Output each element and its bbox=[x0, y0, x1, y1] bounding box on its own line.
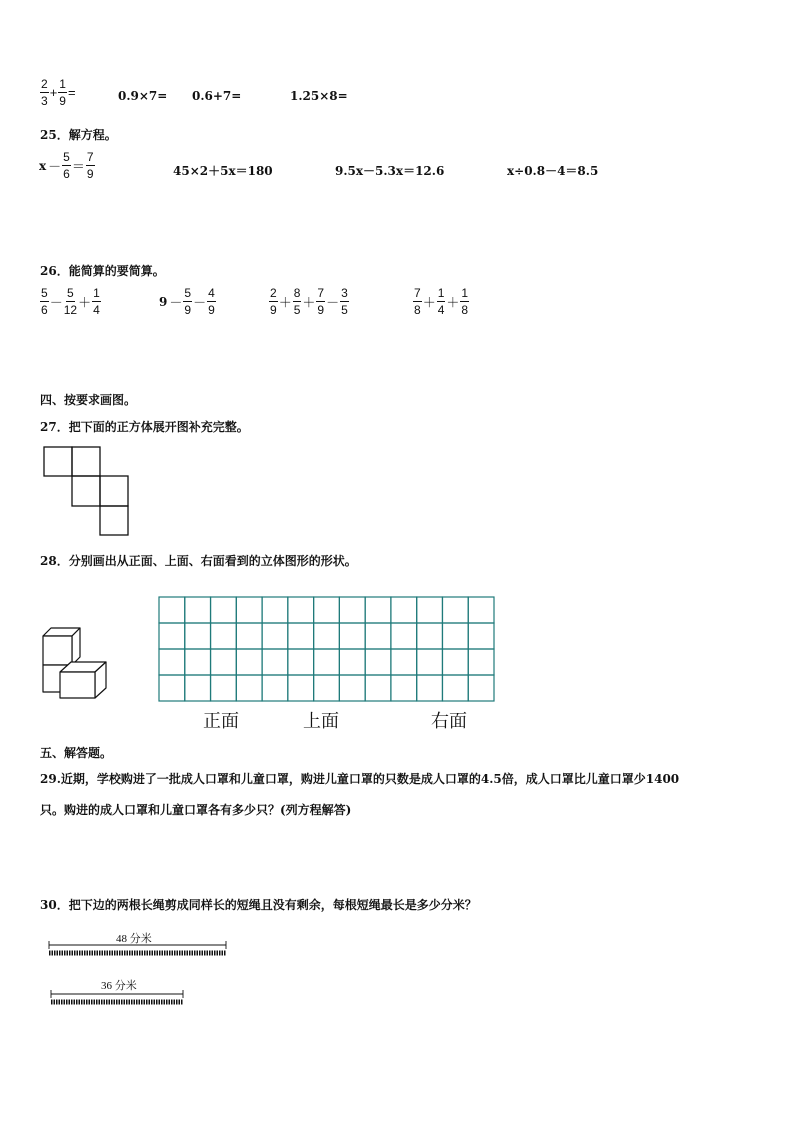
grid-cell[interactable] bbox=[262, 597, 288, 623]
fraction: $\frac{2}{3}$ bbox=[41, 77, 48, 108]
equation-1: x － $\frac{5}{6}$ ＝ $\frac{7}{9}$ bbox=[39, 150, 94, 181]
grid-cell[interactable] bbox=[417, 649, 443, 675]
grid-cell[interactable] bbox=[365, 675, 391, 701]
grid-cell[interactable] bbox=[211, 675, 237, 701]
question-29-line-2: 只。购进的成人口罩和儿童口罩各有多少只？(列方程解答) bbox=[40, 803, 352, 817]
net-square bbox=[72, 476, 100, 506]
fraction: $\frac{4}{9}$ bbox=[208, 286, 215, 317]
grid-cell[interactable] bbox=[262, 649, 288, 675]
question-25-title: 25．解方程。 bbox=[40, 128, 117, 142]
grid-cell[interactable] bbox=[159, 675, 185, 701]
calc-expression: 0.6+7= bbox=[192, 89, 242, 103]
fraction: $\frac{1}{4}$ bbox=[93, 286, 100, 317]
grid-cell[interactable] bbox=[314, 675, 340, 701]
grid-cell[interactable] bbox=[236, 623, 262, 649]
fraction: $\frac{8}{5}$ bbox=[293, 286, 301, 317]
grid-cell[interactable] bbox=[159, 649, 185, 675]
grid-cell[interactable] bbox=[314, 597, 340, 623]
grid-cell[interactable] bbox=[159, 623, 185, 649]
grid-cell[interactable] bbox=[391, 597, 417, 623]
fraction: $\frac{3}{5}$ bbox=[341, 286, 348, 317]
rope-2-label: 36 分米 bbox=[101, 980, 137, 992]
grid-cell[interactable] bbox=[339, 623, 365, 649]
grid-cell[interactable] bbox=[391, 675, 417, 701]
grid-cell[interactable] bbox=[468, 649, 494, 675]
grid-cell[interactable] bbox=[442, 649, 468, 675]
fraction: $\frac{1}{9}$ bbox=[59, 77, 66, 108]
cube-stack-figure bbox=[40, 624, 112, 702]
fraction: $\frac{1}{8}$ bbox=[461, 286, 469, 317]
grid-cell[interactable] bbox=[365, 623, 391, 649]
grid-cell[interactable] bbox=[236, 649, 262, 675]
fraction: $\frac{1}{4}$ bbox=[437, 286, 445, 317]
simplify-expression-2: 9 － $\frac{5}{9}$ － $\frac{4}{9}$ bbox=[159, 286, 215, 317]
grid-cell[interactable] bbox=[339, 649, 365, 675]
front-view-label: 正面 bbox=[203, 711, 239, 732]
grid-cell[interactable] bbox=[391, 649, 417, 675]
question-27-title: 27．把下面的正方体展开图补充完整。 bbox=[40, 420, 249, 434]
rope-1-figure bbox=[46, 938, 230, 960]
calc-expression: 0.9×7= bbox=[118, 89, 168, 103]
simplify-expression-3: $\frac{2}{9}$ ＋ $\frac{8}{5}$ ＋ $\frac{7}{9}$ － $\frac{3}{5}$ bbox=[270, 286, 348, 317]
grid-cell[interactable] bbox=[288, 623, 314, 649]
fraction: $\frac{5}{6}$ bbox=[41, 286, 48, 317]
net-square bbox=[44, 447, 72, 476]
grid-cell[interactable] bbox=[211, 623, 237, 649]
grid-cell[interactable] bbox=[159, 597, 185, 623]
rope-2-figure bbox=[48, 986, 188, 1008]
question-26-title: 26．能简算的要简算。 bbox=[40, 264, 165, 278]
fraction: $\frac{5}{9}$ bbox=[184, 286, 192, 317]
equation-4: x÷0.8－4＝8.5 bbox=[507, 164, 599, 178]
fraction: $\frac{5}{12}$ bbox=[63, 286, 78, 317]
calc-expression: 1.25×8= bbox=[290, 89, 348, 103]
grid-cell[interactable] bbox=[468, 623, 494, 649]
question-29-line-1: 29.近期，学校购进了一批成人口罩和儿童口罩，购进儿童口罩的只数是成人口罩的4.5倍，成人口罩比儿童口罩少1400 bbox=[40, 772, 680, 786]
equation-3: 9.5x－5.3x＝12.6 bbox=[335, 164, 445, 178]
grid-cell[interactable] bbox=[391, 623, 417, 649]
grid-cell[interactable] bbox=[262, 675, 288, 701]
grid-cell[interactable] bbox=[468, 675, 494, 701]
section-4-title: 四、按要求画图。 bbox=[40, 393, 137, 407]
grid-cell[interactable] bbox=[442, 675, 468, 701]
grid-cell[interactable] bbox=[314, 623, 340, 649]
grid-cell[interactable] bbox=[288, 649, 314, 675]
grid-cell[interactable] bbox=[288, 675, 314, 701]
simplify-expression-1: $\frac{5}{6}$ － $\frac{5}{12}$ ＋ $\frac{1}{4}$ bbox=[41, 286, 100, 317]
fraction: $\frac{2}{9}$ bbox=[270, 286, 277, 317]
grid-cell[interactable] bbox=[339, 597, 365, 623]
grid-cell[interactable] bbox=[417, 675, 443, 701]
net-square bbox=[100, 506, 128, 535]
grid-cell[interactable] bbox=[211, 597, 237, 623]
question-30-title: 30．把下边的两根长绳剪成同样长的短绳且没有剩余，每根短绳最长是多少分米？ bbox=[40, 898, 477, 912]
grid-cell[interactable] bbox=[417, 623, 443, 649]
rope-1-label: 48 分米 bbox=[116, 933, 152, 945]
grid-cell[interactable] bbox=[185, 623, 211, 649]
grid-cell[interactable] bbox=[314, 649, 340, 675]
fraction: $\frac{7}{9}$ bbox=[317, 286, 325, 317]
grid-cell[interactable] bbox=[236, 675, 262, 701]
grid-cell[interactable] bbox=[185, 649, 211, 675]
grid-cell[interactable] bbox=[365, 597, 391, 623]
grid-cell[interactable] bbox=[185, 675, 211, 701]
right-view-label: 右面 bbox=[431, 711, 467, 732]
grid-cell[interactable] bbox=[185, 597, 211, 623]
equation-2: 45×2＋5x＝180 bbox=[173, 164, 273, 178]
net-square bbox=[72, 447, 100, 476]
simplify-expression-4: $\frac{7}{8}$ ＋ $\frac{1}{4}$ ＋ $\frac{1}{8}$ bbox=[414, 286, 469, 317]
grid-cell[interactable] bbox=[288, 597, 314, 623]
drawing-grid[interactable] bbox=[157, 595, 497, 705]
net-square bbox=[100, 476, 128, 506]
fraction: $\frac{5}{6}$ bbox=[63, 150, 70, 181]
top-view-label: 上面 bbox=[303, 711, 339, 732]
grid-cell[interactable] bbox=[339, 675, 365, 701]
grid-cell[interactable] bbox=[468, 597, 494, 623]
section-5-title: 五、解答题。 bbox=[40, 746, 113, 760]
cube-net-figure bbox=[40, 444, 132, 538]
grid-cell[interactable] bbox=[211, 649, 237, 675]
question-28-title: 28．分别画出从正面、上面、右面看到的立体图形的形状。 bbox=[40, 554, 357, 568]
grid-cell[interactable] bbox=[365, 649, 391, 675]
grid-cell[interactable] bbox=[442, 597, 468, 623]
grid-cell[interactable] bbox=[442, 623, 468, 649]
fraction: $\frac{7}{9}$ bbox=[86, 150, 94, 181]
calc-row-fraction: $\frac{2}{3}$ + $\frac{1}{9}$ = bbox=[41, 77, 76, 108]
fraction: $\frac{7}{8}$ bbox=[414, 286, 421, 317]
grid-cell[interactable] bbox=[236, 597, 262, 623]
grid-cell[interactable] bbox=[262, 623, 288, 649]
grid-cell[interactable] bbox=[417, 597, 443, 623]
